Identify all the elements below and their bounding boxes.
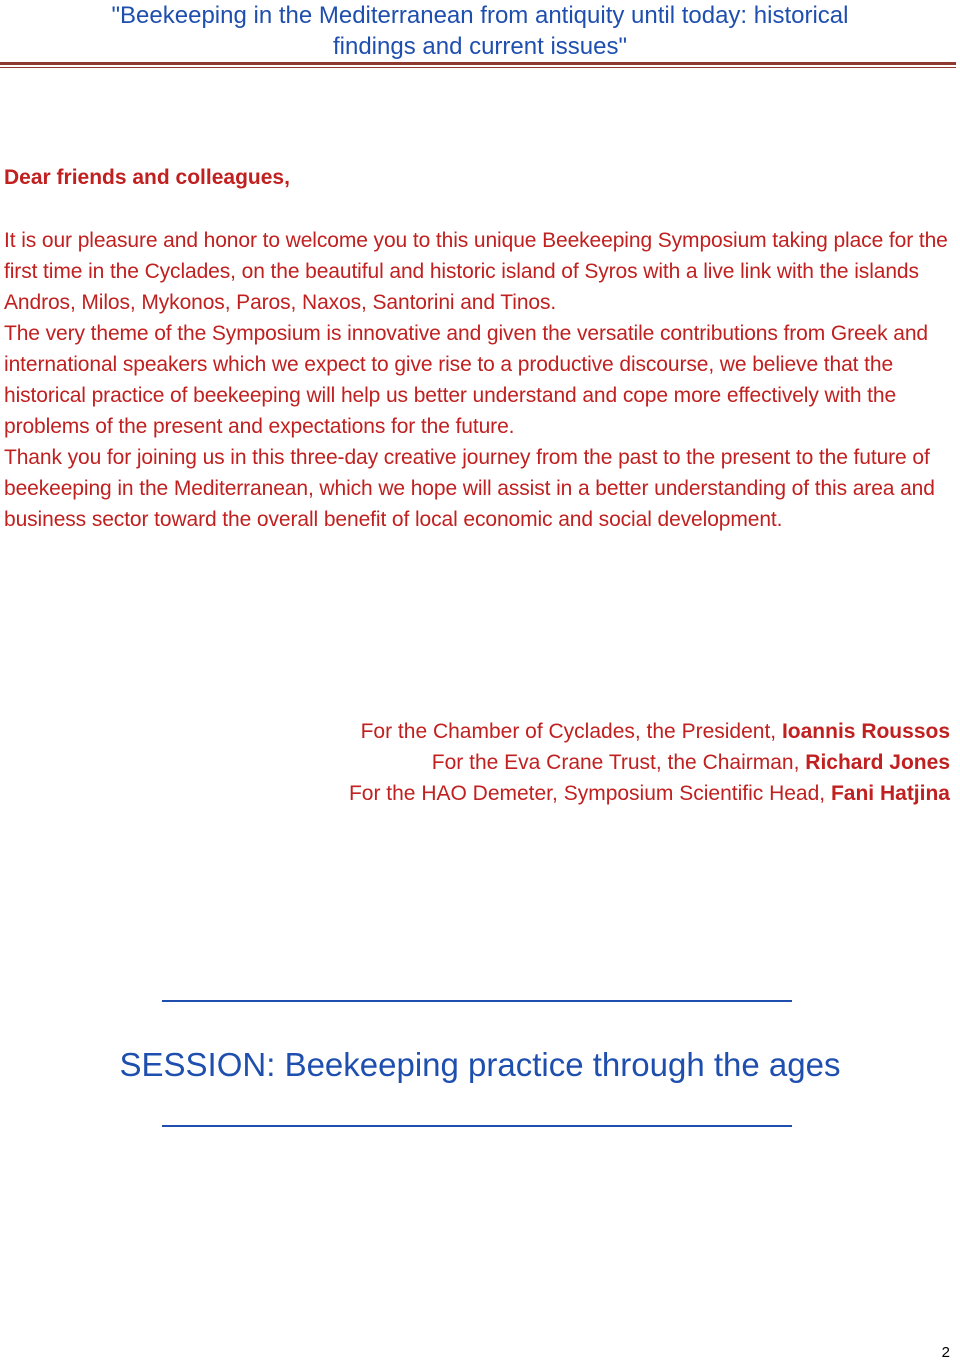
document-header [0, 0, 960, 62]
header-divider [0, 62, 956, 68]
paragraph-thanks: Thank you for joining us in this three-day creative journey from the past to the present to the future of beekeeping in the Mediterranean, which we hope will assist in a better understanding of this area and business sector toward the overall benefit of local economic and social development. [4, 446, 935, 531]
page-number: 2 [941, 1344, 950, 1361]
signature-line [349, 778, 950, 809]
signature-block [349, 716, 950, 809]
signature-role: For the Chamber of Cyclades, the President, [360, 720, 782, 743]
paragraph-welcome: It is our pleasure and honor to welcome you to this unique Beekeeping Symposium taking place for the first time in the Cyclades, on the beautiful and historic island of Syros with a live link with the islands Andros, Milos, Mykonos, Paros, Naxos, Santorini and Tinos. [4, 229, 948, 314]
paragraph-theme: The very theme of the Symposium is innovative and given the versatile contributions from Greek and international speakers which we expect to give rise to a productive discourse, we believe that the historical practice of beekeeping will help us better understand and cope more effectively with the problems of the present and expectations for the future. [4, 322, 928, 438]
signature-line [349, 747, 950, 778]
signature-role: For the HAO Demeter, Symposium Scientific Head, [348, 782, 831, 805]
greeting: Dear friends and colleagues, [4, 166, 290, 189]
header-title-line-1: "Beekeeping in the Mediterranean from antiquity until today: historical [111, 2, 849, 29]
letter-body [4, 225, 949, 535]
session-rule-bottom [162, 1125, 792, 1127]
signature-name: Fani Hatjina [830, 782, 950, 805]
session-title: SESSION: Beekeeping practice through the ages [119, 1046, 841, 1083]
signature-line [349, 716, 950, 747]
session-rule-top [162, 1000, 792, 1002]
header-title-line-2: findings and current issues" [332, 33, 627, 60]
signature-name: Richard Jones [805, 751, 950, 774]
signature-name: Ioannis Roussos [781, 720, 950, 743]
signature-role: For the Eva Crane Trust, the Chairman, [431, 751, 806, 774]
